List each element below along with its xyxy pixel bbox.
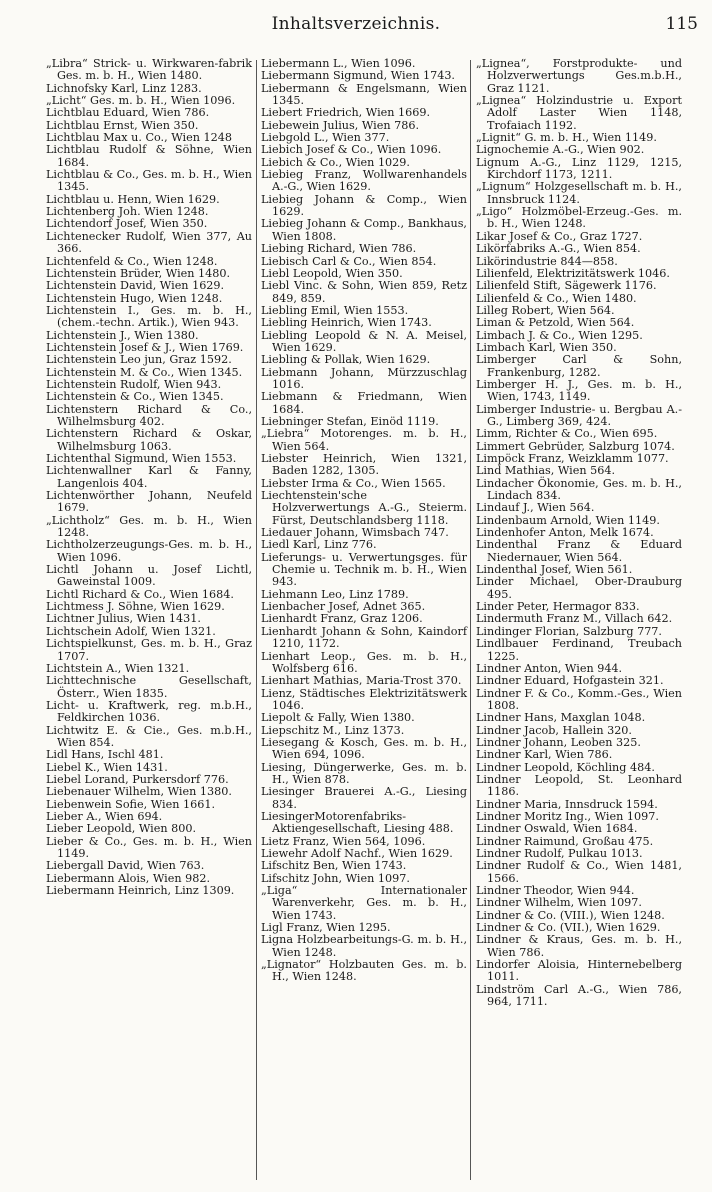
index-entry: Linder Peter, Hermagor 833. xyxy=(476,600,640,614)
index-entry: Lindner Leopold, St. Leonhard 1186. xyxy=(476,772,682,799)
index-entry: Lichnofsky Karl, Linz 1283. xyxy=(46,81,202,95)
index-entry: Lichtspielkunst, Ges. m. b. H., Graz 1707. xyxy=(46,637,252,663)
index-entry: Lindner Jacob, Hallein 320. xyxy=(476,723,632,737)
index-entry: Lilienfeld & Co., Wien 1480. xyxy=(476,291,637,305)
index-entry: Ligl Franz, Wien 1295. xyxy=(261,921,391,935)
index-entry: Liepschitz M., Linz 1373. xyxy=(261,723,405,737)
index-column-middle xyxy=(261,58,467,984)
index-entry: Lindner Johann, Leoben 325. xyxy=(476,735,641,749)
index-entry: Lichtl Johann u. Josef Lichtl, Gaweinstal 1009. xyxy=(46,563,252,589)
index-entry: „Licht“ Ges. m. b. H., Wien 1096. xyxy=(46,94,236,108)
index-entry: Liewehr Adolf Nachf., Wien 1629. xyxy=(261,847,453,860)
index-entry: Lichtl Richard & Co., Wien 1684. xyxy=(46,587,234,601)
index-entry: Lichtwitz E. & Cie., Ges. m.b.H., Wien 854. xyxy=(46,723,252,749)
index-entry: „Lignea“, Forstprodukte- und Holzverwertungs Ges.m.b.H., Graz 1121. xyxy=(476,57,682,95)
index-entry: Liman & Petzold, Wien 564. xyxy=(476,316,635,330)
index-entry: Likörindustrie 844—858. xyxy=(476,254,618,268)
index-entry: Lichtenstein Leo jun, Graz 1592. xyxy=(46,353,232,367)
index-entry: Lifschitz Ben, Wien 1743. xyxy=(261,859,407,873)
index-entry: Limberger H. J., Ges. m. b. H., Wien, 1743, 1149. xyxy=(476,377,682,404)
index-entry: Liebermann Alois, Wien 982. xyxy=(46,871,210,885)
index-entry: Liebling Emil, Wien 1553. xyxy=(261,303,409,317)
index-entry: Lindenthal Josef, Wien 561. xyxy=(476,563,633,577)
index-entry: Liebewein Julius, Wien 786. xyxy=(261,118,420,132)
index-entry: Lindner Leopold, Köchling 484. xyxy=(476,760,655,774)
index-entry: Liebieg Johann & Comp., Wien 1629. xyxy=(261,192,467,219)
index-entry: Lichtblau & Co., Ges. m. b. H., Wien 1345. xyxy=(46,168,252,194)
index-entry: Liebermann Sigmund, Wien 1743. xyxy=(261,69,455,83)
index-entry: Lindenthal Franz & Eduard Niedernauer, Wien 564. xyxy=(476,538,682,564)
index-entry: Lindström Carl A.-G., Wien 786, 964, 1711. xyxy=(476,982,682,1009)
index-entry: Lindner Anton, Wien 944. xyxy=(476,661,623,675)
index-entry: Lignum A.-G., Linz 1129, 1215, Kirchdorf 1173, 1211. xyxy=(476,155,682,182)
index-entry: Liebieg Franz, Wollwarenhandels A.-G., Wien 1629. xyxy=(261,168,467,194)
index-entry: Liehmann Leo, Linz 1789. xyxy=(261,587,409,601)
index-entry: Lindner F. & Co., Komm.-Ges., Wien 1808. xyxy=(476,686,682,712)
index-entry: Lindlbauer Ferdinand, Treubach 1225. xyxy=(476,637,682,663)
index-entry: Liebling Leopold & N. A. Meisel, Wien 1629. xyxy=(261,328,467,354)
index-entry: Limbach Karl, Wien 350. xyxy=(476,340,617,354)
index-entry: „Lignum“ Holzgesellschaft m. b. H., Innsbruck 1124. xyxy=(476,180,682,206)
index-entry: „Libra“ Strick- u. Wirkwaren-fabrik Ges. m. b. H., Wien 1480. xyxy=(46,57,252,83)
index-entry: Lichtenstein Rudolf, Wien 943. xyxy=(46,377,222,391)
index-entry: Lichtschein Adolf, Wien 1321. xyxy=(46,624,216,638)
index-entry: Limbach J. & Co., Wien 1295. xyxy=(476,328,643,342)
index-entry: Liebling & Pollak, Wien 1629. xyxy=(261,353,431,367)
index-entry: Liebisch Carl & Co., Wien 854. xyxy=(261,254,437,268)
index-entry: Liesing, Düngerwerke, Ges. m. b. H., Wien 878. xyxy=(261,760,467,786)
index-entry: Liebenwein Sofie, Wien 1661. xyxy=(46,797,216,811)
index-entry: Lichtblau Ernst, Wien 350. xyxy=(46,118,199,132)
index-entry: Lindner Raimund, Großau 475. xyxy=(476,834,654,848)
index-entry: Liesinger Brauerei A.-G., Liesing 834. xyxy=(261,785,467,811)
index-entry: Lichtenstein M. & Co., Wien 1345. xyxy=(46,365,243,379)
index-entry: Lieber & Co., Ges. m. b. H., Wien 1149. xyxy=(46,834,252,860)
page-header xyxy=(0,14,712,44)
index-entry: Lindorfer Aloisia, Hinternebelberg 1011. xyxy=(476,958,682,984)
index-entry: Lichtendorf Josef, Wien 350. xyxy=(46,217,208,231)
index-entry: Likörfabriks A.-G., Wien 854. xyxy=(476,242,641,256)
index-entry: Lichtenthal Sigmund, Wien 1553. xyxy=(46,452,237,465)
index-entry: Lienbacher Josef, Adnet 365. xyxy=(261,600,426,614)
index-entry: Liebel K., Wien 1431. xyxy=(46,760,168,774)
index-entry: Liebergall David, Wien 763. xyxy=(46,859,205,873)
index-entry: Lind Mathias, Wien 564. xyxy=(476,464,616,478)
index-entry: Linder Michael, Ober-Drauburg 495. xyxy=(476,575,682,601)
index-entry: Liebel Lorand, Purkersdorf 776. xyxy=(46,772,229,786)
index-entry: Liebmann & Friedmann, Wien 1684. xyxy=(261,390,467,416)
index-entry: Lindner & Kraus, Ges. m. b. H., Wien 786. xyxy=(476,933,682,959)
index-entry: Lichtenfeld & Co., Wien 1248. xyxy=(46,254,218,268)
index-entry: Liebermann & Engelsmann, Wien 1345. xyxy=(261,81,467,108)
index-entry: Liebl Vinc. & Sohn, Wien 859, Retz 849, 859. xyxy=(261,279,467,305)
index-entry: Lignochemie A.-G., Wien 902. xyxy=(476,143,645,157)
index-entry: Likar Josef & Co., Graz 1727. xyxy=(476,229,643,243)
index-entry: Lichtenstern Richard & Oskar, Wilhelmsburg 1063. xyxy=(46,427,252,453)
index-entry: Lindner Karl, Wien 786. xyxy=(476,748,613,762)
index-entry: Lichtenecker Rudolf, Wien 377, Au 366. xyxy=(46,229,252,256)
index-entry: Lienhart Mathias, Maria-Trost 370. xyxy=(261,674,462,688)
index-entry: Liebing Richard, Wien 786. xyxy=(261,242,417,256)
index-entry: Limberger Industrie- u. Bergbau A.-G., Limberg 369, 424. xyxy=(476,402,682,428)
index-entry: Lindner Moritz Ing., Wien 1097. xyxy=(476,809,659,823)
index-entry: Liebling Heinrich, Wien 1743. xyxy=(261,316,432,330)
index-entry: Lindner Rudolf & Co., Wien 1481, 1566. xyxy=(476,859,682,885)
index-entry: Lindenbaum Arnold, Wien 1149. xyxy=(476,513,660,527)
index-column-left xyxy=(46,58,252,897)
index-entry: Lichtblau Eduard, Wien 786. xyxy=(46,106,210,120)
index-entry: Lidl Hans, Ischl 481. xyxy=(46,748,164,762)
index-entry: Lieber A., Wien 694. xyxy=(46,809,163,823)
index-entry: Lieber Leopold, Wien 800. xyxy=(46,822,197,836)
index-entry: Lilienfeld, Elektrizitätswerk 1046. xyxy=(476,266,670,280)
index-entry: Lietz Franz, Wien 564, 1096. xyxy=(261,834,426,848)
index-entry: Lindinger Florian, Salzburg 777. xyxy=(476,624,662,638)
index-entry: Liebster Irma & Co., Wien 1565. xyxy=(261,476,446,490)
index-entry: Lindner & Co. (VII.), Wien 1629. xyxy=(476,921,661,935)
index-entry: Lichtenstein Brüder, Wien 1480. xyxy=(46,266,231,280)
index-entry: Liebermann Heinrich, Linz 1309. xyxy=(46,884,235,898)
index-entry: Lichtenstein J., Wien 1380. xyxy=(46,328,199,342)
index-entry: Liebster Heinrich, Wien 1321, Baden 1282, 1305. xyxy=(261,452,467,478)
index-entry: Lindner & Co. (VIII.), Wien 1248. xyxy=(476,908,665,922)
index-entry: Lichtmess J. Söhne, Wien 1629. xyxy=(46,600,225,614)
index-entry: Lindner Theodor, Wien 944. xyxy=(476,884,635,898)
index-entry: Licht- u. Kraftwerk, reg. m.b.H., Feldkirchen 1036. xyxy=(46,698,252,725)
index-entry: Liebmann Johann, Mürzzuschlag 1016. xyxy=(261,365,467,391)
index-entry: Lichtenstein I., Ges. m. b. H., (chem.-techn. Artik.), Wien 943. xyxy=(46,303,252,330)
index-entry: „Lichtholz“ Ges. m. b. H., Wien 1248. xyxy=(46,513,252,540)
index-entry: Lichtenstern Richard & Co., Wilhelmsburg 402. xyxy=(46,402,252,428)
index-entry: Lichtenstein Josef & J., Wien 1769. xyxy=(46,340,244,354)
index-entry: Liebninger Stefan, Einöd 1119. xyxy=(261,414,439,428)
index-entry: Liebich & Co., Wien 1029. xyxy=(261,155,410,169)
index-entry: Lindauf J., Wien 564. xyxy=(476,501,595,515)
index-entry: Liedl Karl, Linz 776. xyxy=(261,538,377,552)
index-entry: Limmert Gebrüder, Salzburg 1074. xyxy=(476,439,675,453)
index-entry: „Ligo“ Holzmöbel-Erzeug.-Ges. m. b. H., Wien 1248. xyxy=(476,205,682,231)
index-entry: Lichttechnische Gesellschaft, Österr., Wien 1835. xyxy=(46,674,252,700)
index-entry: Liepolt & Fally, Wien 1380. xyxy=(261,711,415,725)
index-entry: Lienhardt Franz, Graz 1206. xyxy=(261,612,423,626)
index-entry: Lifschitz John, Wien 1097. xyxy=(261,871,410,885)
index-entry: Limberger Carl & Sohn, Frankenburg, 1282. xyxy=(476,353,682,379)
index-entry: Lichtenstein Hugo, Wien 1248. xyxy=(46,291,223,305)
index-entry: Lilienfeld Stift, Sägewerk 1176. xyxy=(476,279,657,293)
index-entry: Lichtenwallner Karl & Fanny, Langenlois 404. xyxy=(46,464,252,490)
index-entry: Lindner Eduard, Hofgastein 321. xyxy=(476,674,664,688)
index-entry: Lindacher Ökonomie, Ges. m. b. H., Lindach 834. xyxy=(476,476,682,503)
index-entry: Lichtblau u. Henn, Wien 1629. xyxy=(46,192,220,206)
page-number: 115 xyxy=(665,14,698,34)
index-entry: „Lignea“ Holzindustrie u. Export Adolf Laster Wien 1148, Trofaiach 1192. xyxy=(476,94,682,132)
index-entry: Lindner Maria, Innsdruck 1594. xyxy=(476,797,658,811)
index-entry: Lindenhofer Anton, Melk 1674. xyxy=(476,526,654,540)
index-entry: Lichtblau Rudolf & Söhne, Wien 1684. xyxy=(46,143,252,169)
index-entry: „Liga“ Internationaler Warenverkehr, Ges. m. b. H., Wien 1743. xyxy=(261,884,467,922)
index-entry: „Lignator“ Holzbauten Ges. m. b. H., Wien 1248. xyxy=(261,958,467,984)
index-entry: Liebgold L., Wien 377. xyxy=(261,131,390,145)
index-entry: Lienz, Städtisches Elektrizitätswerk 1046. xyxy=(261,686,467,712)
index-entry: Lindner Rudolf, Pulkau 1013. xyxy=(476,847,643,860)
index-entry: Lichtstein A., Wien 1321. xyxy=(46,661,190,675)
index-entry: Lichtenwörther Johann, Neufeld 1679. xyxy=(46,489,252,515)
index-entry: Liebenauer Wilhelm, Wien 1380. xyxy=(46,785,232,799)
index-entry: Lichtenberg Joh. Wien 1248. xyxy=(46,205,209,219)
index-entry: Limpöck Franz, Weizklamm 1077. xyxy=(476,452,669,465)
index-entry: Lichtholzerzeugungs-Ges. m. b. H., Wien 1096. xyxy=(46,538,252,564)
column-divider xyxy=(470,60,471,1180)
index-entry: Lienhardt Johann & Sohn, Kaindorf 1210, 1172. xyxy=(261,624,467,651)
index-column-right xyxy=(476,58,682,1008)
index-entry: LiesingerMotorenfabriks-Aktiengesellschaft, Liesing 488. xyxy=(261,809,454,836)
index-entry: Liebieg Johann & Comp., Bankhaus, Wien 1808. xyxy=(261,217,467,243)
index-entry: Lilleg Robert, Wien 564. xyxy=(476,303,615,317)
index-entry: Lichtenstein David, Wien 1629. xyxy=(46,279,225,293)
index-entry: Liebert Friedrich, Wien 1669. xyxy=(261,106,431,120)
index-entry: Lichtenstein & Co., Wien 1345. xyxy=(46,390,224,404)
index-entry: „Lignit“ G. m. b. H., Wien 1149. xyxy=(476,131,657,145)
index-entry: Ligna Holzbearbeitungs-G. m. b. H., Wien 1248. xyxy=(261,933,467,959)
index-entry: Lindner Wilhelm, Wien 1097. xyxy=(476,896,642,910)
index-entry: Lindner Hans, Maxglan 1048. xyxy=(476,711,646,725)
index-entry: Lienhart Leop., Ges. m. b. H., Wolfsberg 616. xyxy=(261,649,467,675)
index-entry: Liedauer Johann, Wimsbach 747. xyxy=(261,526,449,540)
index-entry: „Liebra“ Motorenges. m. b. H., Wien 564. xyxy=(261,427,467,453)
page-title: Inhaltsverzeichnis. xyxy=(271,14,441,34)
index-entry: Lindermuth Franz M., Villach 642. xyxy=(476,612,673,626)
index-entry: Limm, Richter & Co., Wien 695. xyxy=(476,427,658,441)
index-entry: Liebich Josef & Co., Wien 1096. xyxy=(261,143,442,157)
index-entry: Lichtner Julius, Wien 1431. xyxy=(46,612,201,626)
index-entry: Lichtblau Max u. Co., Wien 1248 xyxy=(46,131,232,145)
index-entry: Liebermann L., Wien 1096. xyxy=(261,57,416,70)
index-entry: Lindner Oswald, Wien 1684. xyxy=(476,822,638,836)
index-entry: Liechtenstein'sche Holzverwertungs A.-G., Steierm. Fürst, Deutschlandsberg 1118. xyxy=(261,489,467,527)
index-entry: Lieferungs- u. Verwertungsges. für Chemie u. Technik m. b. H., Wien 943. xyxy=(261,550,467,589)
index-entry: Liesegang & Kosch, Ges. m. b. H., Wien 694, 1096. xyxy=(261,735,467,762)
column-divider xyxy=(256,60,257,1180)
index-entry: Liebl Leopold, Wien 350. xyxy=(261,266,403,280)
